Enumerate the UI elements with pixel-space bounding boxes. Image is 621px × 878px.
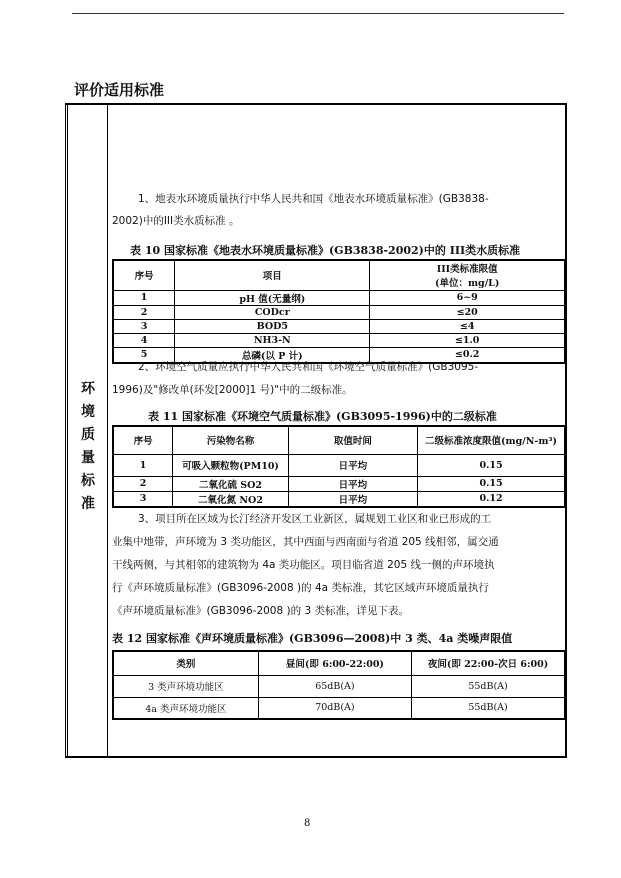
table10-cell: 总磷(以 P 计) xyxy=(175,347,370,363)
table-row xyxy=(113,319,565,333)
table11-cell: 日平均 xyxy=(288,491,417,507)
table-row xyxy=(113,697,565,719)
header-rule xyxy=(72,13,564,14)
table-row xyxy=(113,290,565,305)
table11 xyxy=(112,425,566,508)
para2-line1: 2、环境空气质量应执行中华人民共和国《环境空气质量标准》(GB3095- xyxy=(138,361,479,373)
para3-line1: 3、项目所在区域为长汀经济开发区工业新区，属规划工业区和业已形成的工 xyxy=(138,513,492,525)
side-label-char: 环 xyxy=(81,381,95,397)
para3-line2: 业集中地带，声环境为 3 类功能区，其中西面与西南面与省道 205 线相邻，属交通 xyxy=(112,536,499,548)
table11-header-limit: 二级标准浓度限值(mg/N-m³) xyxy=(418,426,565,454)
table10-cell: BOD5 xyxy=(175,319,370,333)
table10-cell: ≤1.0 xyxy=(370,333,565,347)
side-label-char: 境 xyxy=(81,404,95,420)
table10-cell: ≤0.2 xyxy=(370,347,565,363)
side-label xyxy=(70,378,106,516)
table-row xyxy=(113,305,565,319)
table12-cell: 3 类声环境功能区 xyxy=(113,675,258,697)
side-label-char: 量 xyxy=(81,450,95,466)
table11-cell: 日平均 xyxy=(288,476,417,491)
table-row xyxy=(113,454,565,476)
table12-cell: 65dB(A) xyxy=(258,675,411,697)
table10-cell: NH3-N xyxy=(175,333,370,347)
table12-cell: 4a 类声环境功能区 xyxy=(113,697,258,719)
table12-header-day: 昼间(即 6:00-22:00) xyxy=(258,651,411,675)
table11-header-pollutant: 污染物名称 xyxy=(173,426,289,454)
side-label-char: 准 xyxy=(81,496,95,512)
table12-cell: 55dB(A) xyxy=(412,675,565,697)
table11-caption: 表 11 国家标准《环境空气质量标准》(GB3095-1996)中的二级标准 xyxy=(148,410,497,423)
table10-header-limit-line2: (单位：mg/L) xyxy=(435,278,500,290)
table12-caption: 表 12 国家标准《声环境质量标准》(GB3096—2008)中 3 类、4a 类噪声限值 xyxy=(112,632,513,645)
side-label-char: 质 xyxy=(81,427,95,443)
table10-cell: CODcr xyxy=(175,305,370,319)
table10-header-index: 序号 xyxy=(113,260,175,290)
side-label-char: 标 xyxy=(81,473,95,489)
table11-cell: 日平均 xyxy=(288,454,417,476)
table10-header-limit-line1: III类标准限值 xyxy=(436,264,498,276)
table11-cell: 二氧化氮 NO2 xyxy=(173,491,289,507)
table11-header-time: 取值时间 xyxy=(288,426,417,454)
table10-cell: 5 xyxy=(113,347,175,363)
table10-cell: 2 xyxy=(113,305,175,319)
table10-cell: 3 xyxy=(113,319,175,333)
table12 xyxy=(112,650,566,720)
para1-line1: 1、地表水环境质量执行中华人民共和国《地表水环境质量标准》(GB3838- xyxy=(138,193,489,205)
table10-cell: 6~9 xyxy=(370,290,565,305)
frame-inner-left-line xyxy=(67,105,68,756)
table10 xyxy=(112,259,566,364)
table10-cell: ≤20 xyxy=(370,305,565,319)
table10-header-item: 项目 xyxy=(175,260,370,290)
table11-cell: 2 xyxy=(113,476,173,491)
table-row xyxy=(113,476,565,491)
table11-cell: 3 xyxy=(113,491,173,507)
table12-cell: 70dB(A) xyxy=(258,697,411,719)
para3-line3: 干线两侧，与其相邻的建筑物为 4a 类功能区。项目临省道 205 线一侧的声环境执 xyxy=(112,559,495,571)
table10-cell: 4 xyxy=(113,333,175,347)
table11-cell: 二氧化硫 SO2 xyxy=(173,476,289,491)
table12-header-category: 类别 xyxy=(113,651,258,675)
para1-line2: 2002)中的III类水质标准 。 xyxy=(112,215,240,227)
para2-line2: 1996)及"修改单(环发[2000]1 号)"中的二级标准。 xyxy=(112,384,353,396)
table11-cell: 0.12 xyxy=(418,491,565,507)
table12-cell: 55dB(A) xyxy=(412,697,565,719)
table-row xyxy=(113,333,565,347)
frame-column-divider xyxy=(107,103,108,758)
table11-cell: 0.15 xyxy=(418,476,565,491)
table11-cell: 0.15 xyxy=(418,454,565,476)
table10-caption: 表 10 国家标准《地表水环境质量标准》(GB3838-2002)中的 III类水质标准 xyxy=(130,244,521,257)
table10-cell: 1 xyxy=(113,290,175,305)
table-row xyxy=(113,491,565,507)
table10-header-limit xyxy=(370,260,565,290)
table10-cell: ≤4 xyxy=(370,319,565,333)
table11-cell: 1 xyxy=(113,454,173,476)
table11-cell: 可吸入颗粒物(PM10) xyxy=(173,454,289,476)
para3-line5: 《声环境质量标准》(GB3096-2008 )的 3 类标准，详见下表。 xyxy=(112,605,409,617)
page-number: 8 xyxy=(304,818,311,829)
para3-line4: 行《声环境质量标准》(GB3096-2008 )的 4a 类标准，其它区域声环境质量执行 xyxy=(112,582,489,594)
table-row xyxy=(113,675,565,697)
table10-cell: pH 值(无量纲) xyxy=(175,290,370,305)
table11-header-index: 序号 xyxy=(113,426,173,454)
table12-header-night: 夜间(即 22:00-次日 6:00) xyxy=(412,651,565,675)
section-title: 评价适用标准 xyxy=(74,81,165,99)
